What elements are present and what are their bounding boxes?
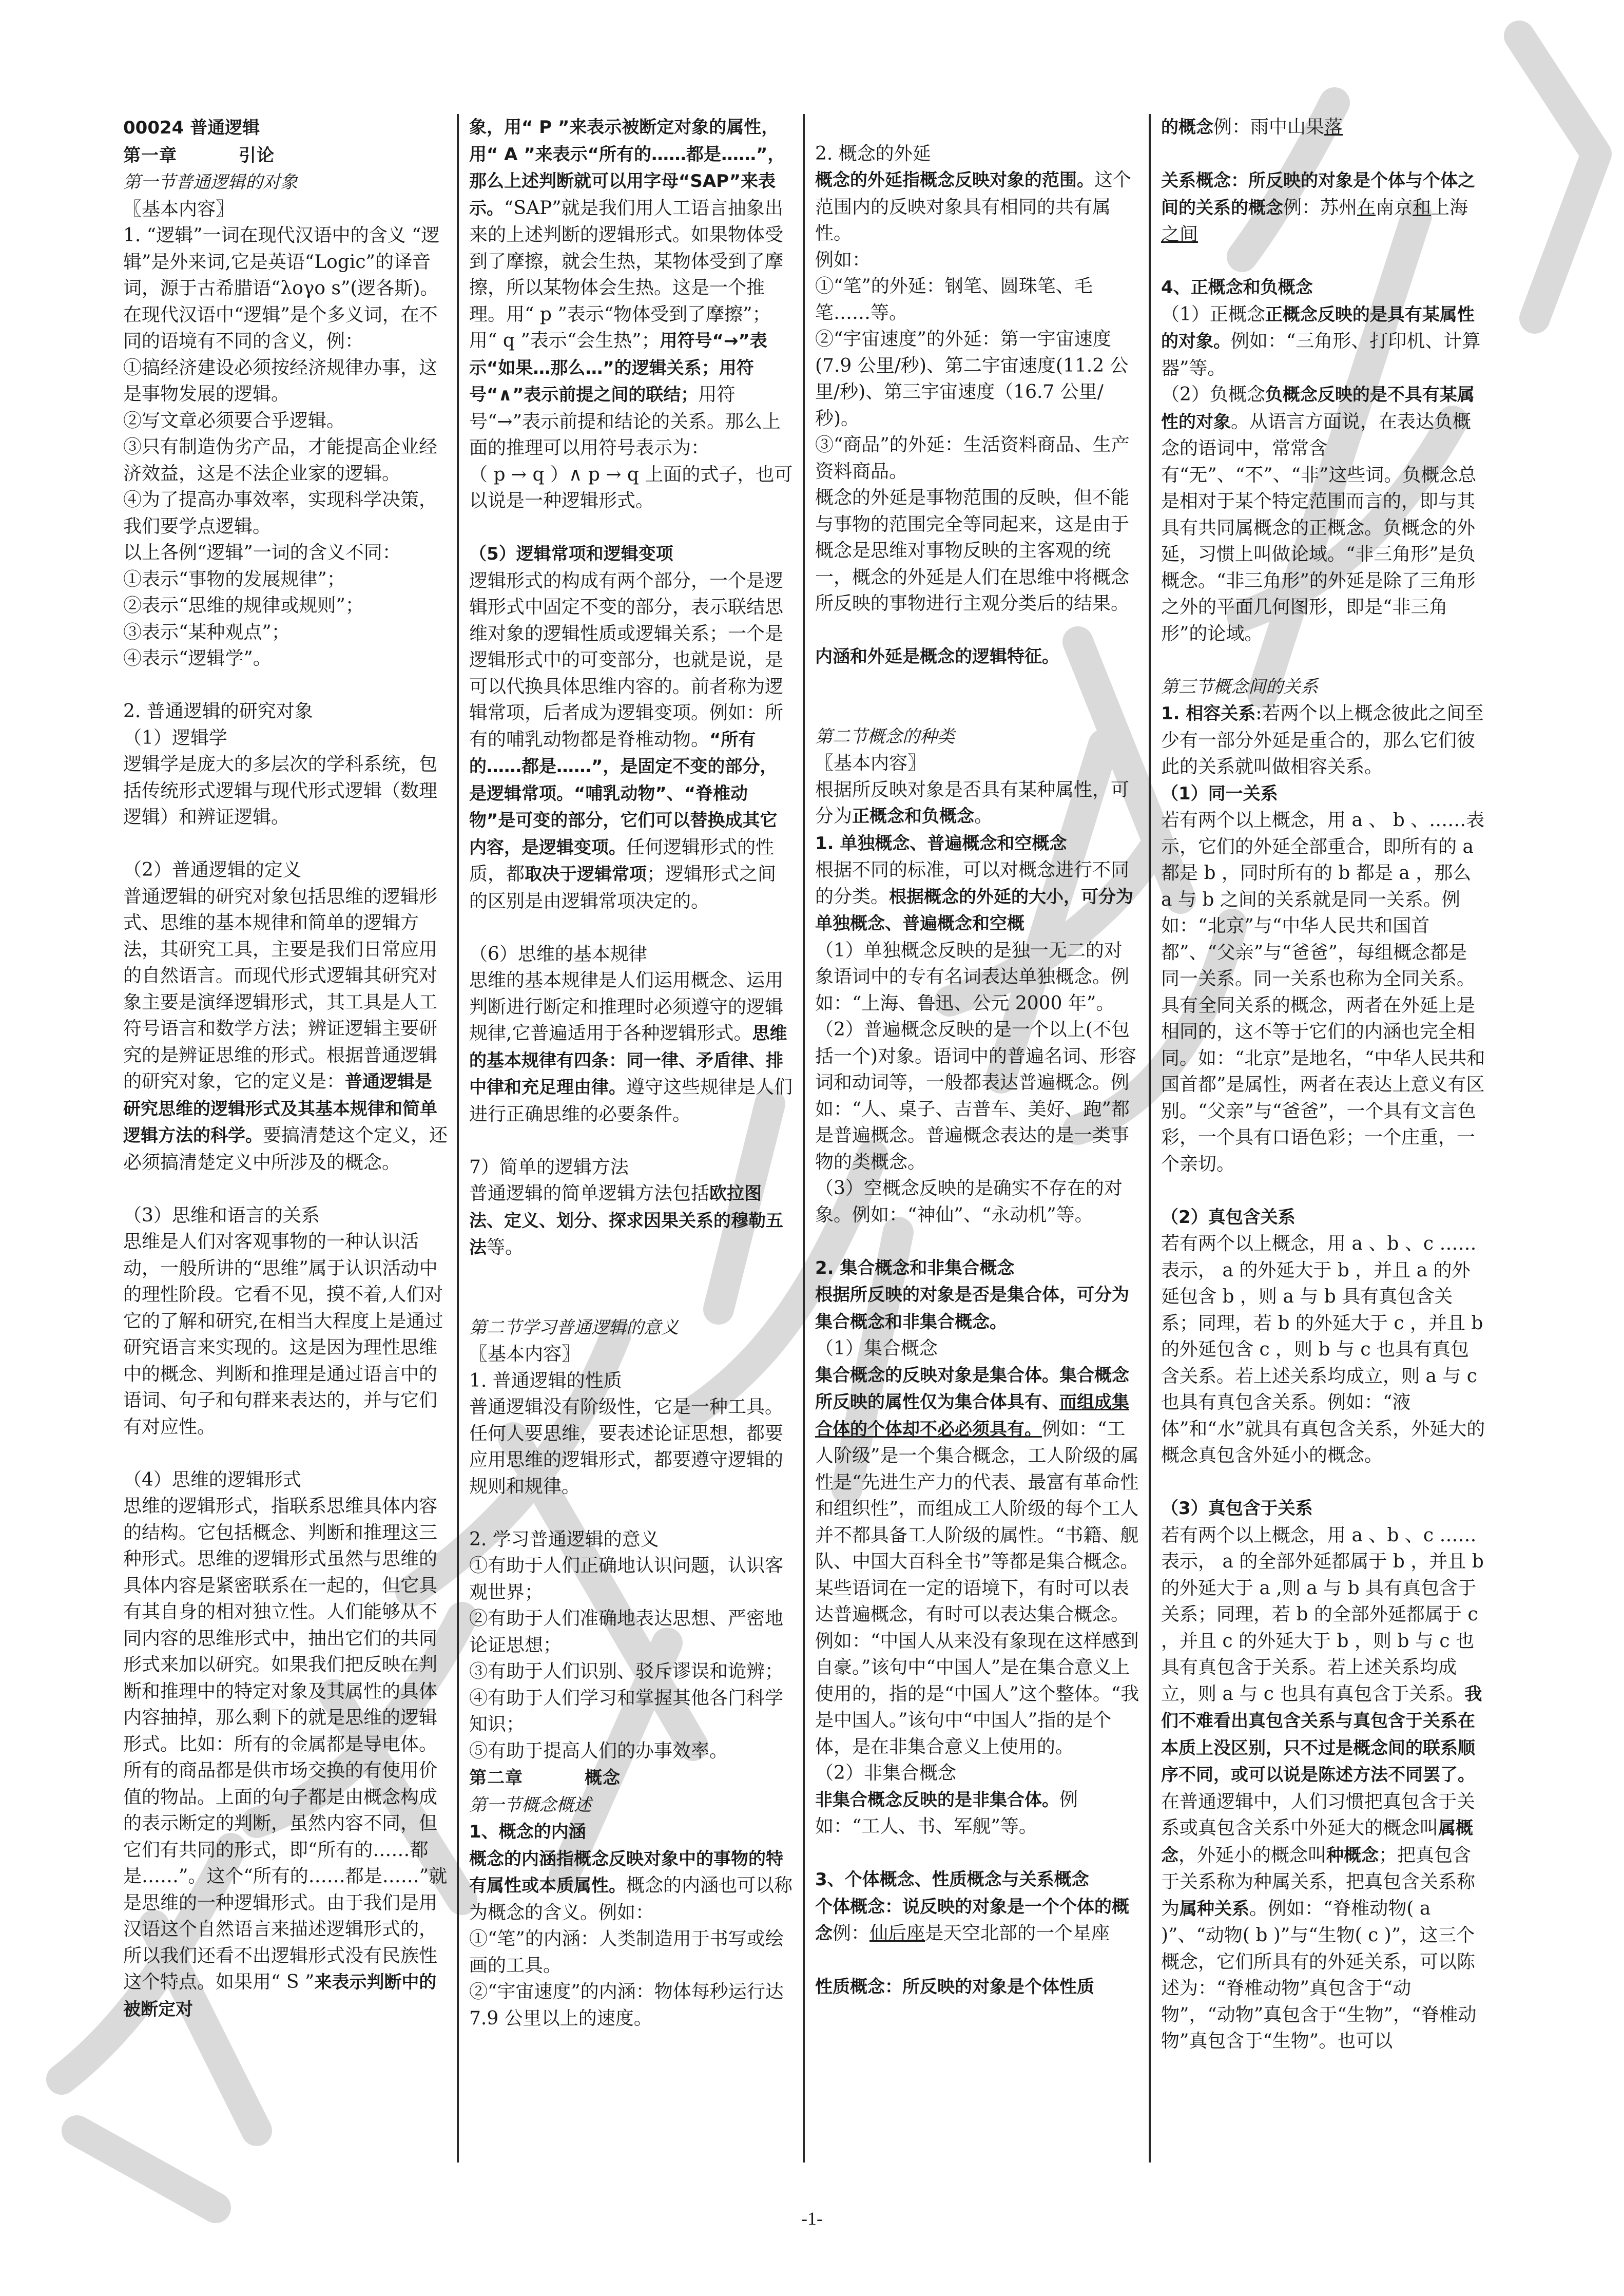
paragraph <box>1161 1522 1485 2055</box>
paragraph <box>815 937 1139 1017</box>
text-run: 的概念 <box>1161 117 1213 138</box>
text-run: 。 <box>974 806 993 827</box>
paragraph <box>815 432 1139 485</box>
text-column-1 <box>123 114 457 2163</box>
text-run: （3）空概念反映的是确实不存在的对象。例如：“神仙”、“永动机”等。 <box>815 1178 1123 1226</box>
paragraph <box>469 541 794 568</box>
paragraph <box>1161 807 1485 1177</box>
text-run: 而组成集合体的个体却不必必须具有。 <box>815 1392 1129 1440</box>
paragraph <box>469 1846 794 1926</box>
paragraph <box>815 1175 1139 1228</box>
text-run: 4、正概念和负概念 <box>1161 277 1313 298</box>
paragraph <box>815 777 1139 830</box>
text-run: （3）真包含于关系 <box>1161 1498 1313 1519</box>
text-run: 这个范围内的反映对象具有相同的共有属性。 <box>815 169 1132 244</box>
text-run: （2）普遍概念反映的是一个以上(不包括一个)对象。语词中的普遍名词、形容词和动词等，一般都表达普遍概念。例如：“人、桌子、吉普车、美好、跑”都是普遍概念。普遍概念表达的是一类事物的类概念。 <box>815 1019 1137 1173</box>
paragraph-spacer <box>815 1947 1139 1974</box>
text-run: 在 <box>1357 197 1376 218</box>
text-run: ④表示“逻辑学”。 <box>123 648 272 669</box>
paragraph-spacer <box>1161 248 1485 275</box>
paragraph-spacer <box>469 1500 794 1526</box>
text-run: 引论 <box>239 145 275 166</box>
paragraph <box>1161 381 1485 647</box>
paragraph-spacer <box>815 1228 1139 1255</box>
text-run: （4）思维的逻辑形式 <box>123 1469 301 1490</box>
text-run: :若两个以上概念彼此之间至少有一部分外延是重合的，那么它们彼此的关系就叫做相容关系。 <box>1161 703 1484 777</box>
text-run: 1. 普通逻辑的性质 <box>469 1370 622 1391</box>
paragraph-spacer <box>469 514 794 541</box>
text-run: ①表示“事物的发展规律”； <box>123 568 345 590</box>
paragraph-spacer <box>815 671 1139 697</box>
paragraph <box>123 434 448 487</box>
text-run: 根据所反映的对象是否是集合体，可分为集合概念和非集合概念。 <box>815 1285 1129 1332</box>
paragraph <box>469 941 794 968</box>
text-run: 若有两个以上概念，用 a 、b 、c ……表示， a 的全部外延都属于 b ，并且 b 的外延大于 a ,则 a 与 b 具有真包含于关系；同理，若 b 的全部外延都属于 c ，并且 c 的外延大于 b ，则 b 与 c 也具有真包含于关系。若上述关系均成立，则 a 与 c 也具有真包含于关系。 <box>1161 1524 1484 1705</box>
chapter-heading <box>469 1764 794 1792</box>
paragraph-spacer <box>123 831 448 857</box>
text-run: 用符号“→”表示前提和结论的关系。那么上面的推理可以用符号表示为： <box>469 384 781 458</box>
paragraph-spacer <box>815 1840 1139 1867</box>
text-run: ②“宇宙速度”的外延：第一宇宙速度(7.9 公里/秒)、第二宇宙速度(11.2 公里/秒)、第三宇宙速度（16.7 公里/秒)。 <box>815 329 1129 429</box>
paragraph-spacer <box>1161 1469 1485 1496</box>
text-run: ①“笔”的外延：钢笔、圆珠笔、毛笔……等。 <box>815 276 1093 323</box>
text-run: 正概念和负概念 <box>852 806 975 827</box>
text-run: 要搞清楚这个定义，还必须搞清楚定义中所涉及的概念。 <box>123 1125 448 1173</box>
paragraph-spacer <box>123 672 448 699</box>
text-run: 等。 <box>487 1237 524 1258</box>
text-run: ③有助于人们识别、驳斥谬误和诡辨； <box>469 1661 784 1682</box>
text-run: （2）真包含关系 <box>1161 1207 1296 1228</box>
text-run: 〖基本内容〗 <box>815 753 926 774</box>
paragraph-spacer <box>815 697 1139 723</box>
section-heading <box>469 1792 794 1819</box>
paragraph <box>123 857 448 884</box>
text-run: 来表示判断中的被断定对 <box>123 1972 437 2020</box>
text-run: 思维的逻辑形式，指联系思维具体内容的结构。它包括概念、判断和推理这三种形式。思维的逻辑形式虽然与思维的具体内容是紧密联系在一起的，但它具有其自身的相对独立性。人们能够从不同内容的思维形式中，抽出它们的共同形式来加以研究。如果我们把反映在判断和推理中的特定对象及其属性的具体内容抽掉，那么剩下的就是思维的逻辑形式。比如：所有的金属都是导电体。所有的商品都是供市场交换的有使用价值的物品。上面的句子都是由概念构成的表示断定的判断，虽然内容不同，但它们有共同的形式，即“所有的……都是……”。这个“所有的……都是……”就是思维的一种逻辑形式。由于我们是用汉语这个自然语言来描述逻辑形式的，所以我们还看不出逻辑形式没有民族性这个特点。如果用“ S ” <box>123 1496 448 1993</box>
paragraph <box>1161 780 1485 808</box>
text-run: 3、个体概念、性质概念与关系概念 <box>815 1869 1089 1890</box>
text-run: 逻辑学是庞大的多层次的学科系统，包括传统形式逻辑与现代形式逻辑（数理逻辑）和辨证逻辑。 <box>123 754 438 828</box>
chapter-heading <box>123 142 448 169</box>
paragraph <box>815 750 1139 777</box>
paragraph <box>123 566 448 593</box>
text-run: 任何逻辑形式的性质，都 <box>469 836 775 885</box>
paragraph <box>1161 114 1485 141</box>
text-run: 第一章 <box>123 145 177 166</box>
text-run: 若有两个以上概念，用 a 、 b 、……表示，它们的外延全部重合，即所有的 a 都是 b ，同时所有的 b 都是 a ，那么 a 与 b 之间的关系就是同一关系。例如：“北京”与“中华人民共和国首都”、“父亲”与“爸爸”，每组概念都是同一关系。同一关系也称为全同关系。具有全同关系的概念，两者在外延上是相同的，这不等于它们的内涵也完全相同。如：“北京”是地名，“中华人民共和国首都”是属性，两者在表达上意义有区别。“父亲”与“爸爸”，一个具有文言色彩，一个具有口语色彩；一个庄重，一个亲切。 <box>1161 810 1485 1175</box>
text-run: 思维的基本规律有四条：同一律、矛盾律、排中律和充足理由律。 <box>469 1023 787 1098</box>
paragraph <box>815 247 1139 274</box>
text-run: 概念 <box>585 1768 621 1788</box>
paragraph <box>1161 1495 1485 1522</box>
section-heading <box>123 169 448 196</box>
text-run: 属概念 <box>1161 1818 1474 1866</box>
paragraph <box>123 884 448 1176</box>
paragraph <box>815 485 1139 617</box>
paragraph <box>123 222 448 355</box>
text-run: 种概念 <box>1326 1845 1379 1866</box>
paragraph <box>469 967 794 1127</box>
text-run: 00024 普通逻辑 <box>123 118 260 138</box>
text-run: 概念的外延是事物范围的反映，但不能与事物的范围完全等同起来，这是由于概念是思维对事物反映的主客观的统一，概念的外延是人们在思维中将概念所反映的事物进行主观分类后的结果。 <box>815 487 1130 614</box>
paragraph <box>123 487 448 540</box>
text-run: ①搞经济建设必须按经济规律办事，这是事物发展的逻辑。 <box>123 357 438 405</box>
paragraph <box>123 751 448 831</box>
paragraph-spacer <box>815 114 1139 141</box>
text-run: 关系概念：所反映的对象是个体与个体之间的关系的概念 <box>1161 170 1475 218</box>
text-run: （1）逻辑学 <box>123 727 227 749</box>
text-run: 例如： <box>815 249 871 271</box>
text-run: 之间 <box>1161 224 1198 245</box>
text-run: ②有助于人们准确地表达思想、严密地论证思想； <box>469 1608 784 1656</box>
paragraph <box>815 141 1139 167</box>
text-run: ①有助于人们正确地认识问题，认识客观世界； <box>469 1555 784 1603</box>
paragraph <box>1161 700 1485 780</box>
paragraph <box>1161 1204 1485 1231</box>
text-run: 性质概念：所反映的对象是个体性质 <box>815 1977 1094 1997</box>
paragraph-spacer <box>815 617 1139 644</box>
text-run: 。例如：“脊椎动物( a )”、“动物( b )”与“生物( c )”，这三个概念，它们所具有的外延关系，可以陈述为：“脊椎动物”真包含于“动物”，“动物”真包含于“生物”，“脊椎动物”真包含于“生物”。也可以 <box>1161 1898 1477 2052</box>
page-number: -1- <box>801 2208 823 2229</box>
text-run: 个体概念：说反映的对象是一个个体的概念 <box>815 1896 1129 1944</box>
text-run: （2）负概念 <box>1161 384 1265 405</box>
paragraph <box>469 1979 794 2032</box>
text-run: 例：苏州 <box>1283 197 1358 218</box>
text-run: 2. 概念的外延 <box>815 143 931 164</box>
text-run: 2. 学习普通逻辑的意义 <box>469 1528 659 1550</box>
paragraph <box>469 462 794 514</box>
section-heading <box>815 723 1139 751</box>
paragraph <box>469 1605 794 1658</box>
paragraph <box>815 1335 1139 1362</box>
text-run: 〖基本内容〗 <box>123 198 235 220</box>
paragraph <box>815 1017 1139 1175</box>
text-run: 普通逻辑的研究对象包括思维的逻辑形式、思维的基本规律和简单的逻辑方法，其研究工具，主要是我们日常应用的自然语言。而现代形式逻辑其研究对象主要是演绎逻辑形式，其工具是人工符号语言和数学方法；辨证逻辑主要研究的是辨证思维的形式。根据普通逻辑的研究对象，它的定义是： <box>123 886 438 1092</box>
paragraph <box>123 619 448 646</box>
paragraph <box>1161 274 1485 301</box>
text-run: 〖基本内容〗 <box>469 1344 581 1365</box>
section-heading <box>1161 674 1485 701</box>
text-run: ③表示“某种观点”； <box>123 621 290 643</box>
text-run: 象，用“ P ”来表示被断定对象的属性，用“ A ”来表示“所有的……都是……”，那么上述判断就可以用字母“SAP”来表示。 <box>469 117 785 219</box>
text-run: ②“宇宙速度”的内涵：物体每秒运行达 7.9 公里以上的速度。 <box>469 1981 784 2029</box>
text-run: ③“商品”的外延：生活资料商品、生产资料商品。 <box>815 434 1130 482</box>
text-run: 例如：“三角形、打印机、计算器”等。 <box>1161 331 1481 379</box>
text-run: ④为了提高办事效率，实现科学决策，我们要学点逻辑。 <box>123 489 438 537</box>
paragraph <box>469 1819 794 1846</box>
text-run: 普通逻辑是研究思维的逻辑形式及其基本规律和简单逻辑方法的科学。 <box>123 1072 437 1146</box>
text-run: 2. 普通逻辑的研究对象 <box>123 701 313 722</box>
text-column-3 <box>803 114 1149 2163</box>
text-column-2 <box>457 114 803 2163</box>
paragraph-spacer <box>469 1127 794 1154</box>
text-run: 是天空北部的一个星座 <box>925 1923 1110 1944</box>
paragraph <box>815 1362 1139 1761</box>
text-run: 例如：“工人、书、军舰”等。 <box>815 1789 1078 1837</box>
paragraph <box>123 645 448 672</box>
paragraph <box>123 592 448 619</box>
paragraph <box>123 725 448 752</box>
text-run: ；把真包含于关系称为种属关系，把真包含关系称为 <box>1161 1844 1476 1919</box>
text-run: 第二节学习普通逻辑的意义 <box>469 1317 679 1338</box>
text-run: 落 <box>1324 117 1343 138</box>
text-run: （6）思维的基本规律 <box>469 943 647 965</box>
text-run: 1. “逻辑”一词在现代汉语中的含义 “逻辑”是外来词,它是英语“Logic”的译音词，源于古希腊语“λογο s”(逻各斯)。在现代汉语中“逻辑”是个多义词，在不同的语境有不同的含义，例： <box>123 225 440 352</box>
paragraph-spacer <box>123 1176 448 1202</box>
text-run: 思维的基本规律是人们运用概念、运用判断进行断定和推理时必须遵守的逻辑规律,它普遍适用于各种逻辑形式。 <box>469 970 784 1044</box>
text-run: 第三节概念间的关系 <box>1161 676 1318 697</box>
text-run: （ p → q ）∧ p → q 上面的式子，也可以说是一种逻辑形式。 <box>469 464 793 511</box>
paragraph <box>469 1738 794 1765</box>
text-run: 第二节概念的种类 <box>815 726 955 747</box>
text-run: 根据不同的标准，可以对概念进行不同的分类。 <box>815 859 1130 907</box>
paragraph <box>815 1866 1139 1893</box>
paragraph <box>815 1281 1139 1335</box>
text-run: 属种关系 <box>1180 1898 1250 1919</box>
paragraph-spacer <box>1161 647 1485 674</box>
text-run: 在普通逻辑中，人们习惯把真包含于关系或真包含关系中外延大的概念叫 <box>1161 1791 1476 1839</box>
text-run: 南京 <box>1376 197 1413 218</box>
text-run: 例如：“工人阶级”是一个集合概念，工人阶级的属性是“先进生产力的代表、最富有革命性和组织性”，而组成工人阶级的每个工人并不都具备工人阶级的属性。“书籍、舰队、中国大百科全书”等都是集合概念。某些语词在一定的语境下，有时可以表达普遍概念，有时可以表达集合概念。例如：“中国人从来没有象现在这样感到自豪。”该句中“中国人”是在集合意义上使用的，指的是“中国人”这个整体。“我是中国人。”该句中“中国人”指的是个体，是在非集合意义上使用的。 <box>815 1418 1139 1757</box>
text-run: 正概念反映的是具有某属性的对象。 <box>1161 304 1475 352</box>
text-run: 7）简单的逻辑方法 <box>469 1156 629 1178</box>
text-run: 例：雨中山果 <box>1213 117 1325 138</box>
paragraph <box>469 1658 794 1685</box>
paragraph-spacer <box>469 1261 794 1288</box>
paragraph <box>123 1202 448 1229</box>
text-run: （5）逻辑常项和逻辑变项 <box>469 544 673 564</box>
text-run: 第一节普通逻辑的对象 <box>123 172 298 193</box>
paragraph <box>815 273 1139 326</box>
text-run: ，外延小的概念叫 <box>1178 1844 1327 1866</box>
paragraph <box>815 326 1139 432</box>
text-run: 逻辑形式的构成有两个部分，一个是逻辑形式中固定不变的部分，表示联结思维对象的逻辑性质或逻辑关系；一个是逻辑形式中的可变部分，也就是说，是可以代换具体思维内容的。前者称为逻辑常项，后者成为逻辑变项。例如：所有的哺乳动物都是脊椎动物。 <box>469 570 784 750</box>
paragraph <box>1161 301 1485 382</box>
text-run: ⑤有助于提高人们的办事效率。 <box>469 1740 728 1762</box>
paragraph-spacer <box>1161 141 1485 168</box>
paragraph-spacer <box>469 1288 794 1314</box>
text-run: 。从语言方面说，在表达负概念的语词中，常常含有“无”、“不”、“非”这些词。负概念总是相对于某个特定范围而言的，即与其具有共同属概念的正概念。负概念的外延，习惯上叫做论域。“非三角形”是负概念。“非三角形”的外延是除了三角形之外的平面几何图形，即是“非三角形”的论域。 <box>1161 411 1477 644</box>
paragraph <box>815 830 1139 857</box>
text-run: （1）正概念 <box>1161 303 1265 325</box>
text-run: 仙后座 <box>869 1923 925 1944</box>
paragraph <box>1161 1231 1485 1469</box>
text-run: 根据概念的外延的大小，可分为单独概念、普遍概念和空概 <box>815 886 1134 934</box>
paragraph <box>123 408 448 434</box>
paragraph <box>469 1394 794 1500</box>
paragraph <box>815 643 1139 671</box>
section-heading <box>469 1314 794 1342</box>
text-run: 例： <box>833 1923 870 1944</box>
paragraph <box>123 1467 448 1494</box>
text-run: 非集合概念反映的是非集合体。 <box>815 1789 1059 1810</box>
text-run: 第一节概念概述 <box>469 1794 591 1815</box>
text-run: （1）同一关系 <box>1161 783 1278 804</box>
text-run: 内涵和外延是概念的逻辑特征。 <box>815 646 1059 667</box>
paragraph <box>123 540 448 566</box>
text-run: 取决于逻辑常项 <box>525 864 647 885</box>
text-run: （2）非集合概念 <box>815 1763 956 1784</box>
text-run: 1. 相容关系 <box>1161 703 1256 724</box>
text-run: 概念的内涵指概念反映对象中的事物的特有属性或本质属性。 <box>469 1848 783 1896</box>
text-run: 负概念反映的是不具有某属性的对象 <box>1161 385 1475 432</box>
text-run: 若有两个以上概念，用 a 、b 、c ……表示， a 的外延大于 b ，并且 a 的外延包含 b ，则 a 与 b 具有真包含关系；同理，若 b 的外延大于 c ，并且 b 的外延包含 c ，则 b 与 c 也具有真包含关系。若上述关系均成立，则 a 与 c 也具有真包含关系。例如：“液体”和“水”就具有真包含关系，外延大的概念真包含外延小的概念。 <box>1161 1233 1485 1466</box>
text-run: 思维是人们对客观事物的一种认识活动，一般所讲的“思维”属于认识活动中的理性阶段。它看不见，摸不着,人们对它的了解和研究,在相当大程度上是通过研究语言来实现的。这是因为理性思维中的概念、判断和推理是通过语言中的语词、句子和句群来表达的，并与它们有对应性。 <box>123 1231 443 1438</box>
text-run: 我们不难看出真包含关系与真包含于关系在本质上没区别，只不过是概念间的联系顺序不同，或可以说是陈述方法不同罢了。 <box>1161 1683 1482 1785</box>
paragraph <box>123 1229 448 1440</box>
text-run: 和 <box>1413 197 1432 218</box>
text-run: 根据所反映对象是否具有某种属性，可分为 <box>815 779 1130 827</box>
paragraph <box>815 1255 1139 1282</box>
text-run: 遵守这些规律是人们进行正确思维的必要条件。 <box>469 1077 793 1125</box>
text-run: ④有助于人们学习和掌握其他各门科学知识； <box>469 1687 784 1735</box>
text-run: 普通逻辑没有阶级性，它是一种工具。任何人要思维，要表述论证思想，都要应用思维的逻辑形式，都要遵守逻辑的规则和规律。 <box>469 1396 784 1497</box>
text-column-4 <box>1149 114 1495 2163</box>
paragraph <box>469 1180 794 1261</box>
document-title <box>123 114 448 142</box>
text-run: 概念的外延指概念反映对象的范围。 <box>815 170 1094 190</box>
text-run: ③只有制造伪劣产品，才能提高企业经济效益，这是不法企业家的逻辑。 <box>123 436 438 484</box>
text-run: 2. 集合概念和非集合概念 <box>815 1257 1015 1278</box>
text-run: （3）思维和语言的关系 <box>123 1204 320 1226</box>
text-run: ②表示“思维的规律或规则”； <box>123 595 364 616</box>
paragraph <box>815 167 1139 247</box>
text-run: 上海 <box>1431 197 1468 218</box>
text-run: “SAP”就是我们用人工语言抽象出来的上述判断的逻辑形式。如果物体受到了摩擦，就会生热，某物体受到了摩擦，所以某物体会生热。这是一个推理。用“ p ”表示“物体受到了摩擦”；用“ q ”表示“会生热”； <box>469 197 784 351</box>
paragraph <box>123 196 448 223</box>
paragraph <box>123 1493 448 2023</box>
text-run: 概念的内涵也可以称为概念的含义。例如： <box>469 1875 793 1923</box>
paragraph-spacer <box>1161 1177 1485 1204</box>
text-run: （2）普通逻辑的定义 <box>123 859 301 881</box>
text-run: （1）集合概念 <box>815 1338 938 1359</box>
paragraph <box>469 1926 794 1979</box>
text-columns <box>123 114 1504 2163</box>
paragraph <box>469 1154 794 1181</box>
text-run: 1、概念的内涵 <box>469 1822 586 1842</box>
text-run: 集合概念的反映对象是集合体。集合概念所反映的属性仅为集合体具有、 <box>815 1365 1129 1412</box>
paragraph <box>469 1553 794 1605</box>
paragraph <box>815 1760 1139 1787</box>
text-run: 第二章 <box>469 1768 523 1788</box>
paragraph <box>815 1787 1139 1840</box>
paragraph <box>469 568 794 915</box>
text-run: ②写文章必须要合乎逻辑。 <box>123 410 345 431</box>
paragraph <box>469 1368 794 1394</box>
text-run: 以上各例“逻辑”一词的含义不同： <box>123 542 401 563</box>
text-run: 欧拉图法、定义、划分、探求因果关系的穆勒五法 <box>469 1183 783 1258</box>
paragraph <box>469 1341 794 1368</box>
text-run: 1. 单独概念、普遍概念和空概念 <box>815 833 1067 854</box>
text-run: 用符号“→”表示“如果…那么…”的逻辑关系；用符号“∧”表示前提之间的联结； <box>469 331 767 405</box>
paragraph <box>469 1526 794 1553</box>
paragraph-spacer <box>469 914 794 941</box>
text-run: ；逻辑形式之间的区别是由逻辑常项决定的。 <box>469 864 777 912</box>
paragraph <box>123 355 448 408</box>
text-run: “所有的……都是……”，是固定不变的部分，是逻辑常项。“哺乳动物”、“脊椎动物”是可变的部分，它们可以替换成其它内容，是逻辑变项。 <box>469 729 778 858</box>
paragraph <box>1161 167 1485 248</box>
paragraph-spacer <box>123 1440 448 1467</box>
paragraph <box>469 114 794 462</box>
paragraph <box>815 1974 1139 2001</box>
paragraph <box>815 1893 1139 1947</box>
text-run: ①“笔”的内涵：人类制造用于书写或绘画的工具。 <box>469 1928 784 1976</box>
paragraph <box>123 698 448 725</box>
paragraph <box>469 1685 794 1738</box>
text-run: （1）单独概念反映的是独一无二的对象语词中的专有名词表达单独概念。例如：“上海、鲁迅、公元 2000 年”。 <box>815 940 1130 1014</box>
text-run: 普通逻辑的简单逻辑方法包括 <box>469 1183 710 1204</box>
paragraph <box>815 857 1139 937</box>
